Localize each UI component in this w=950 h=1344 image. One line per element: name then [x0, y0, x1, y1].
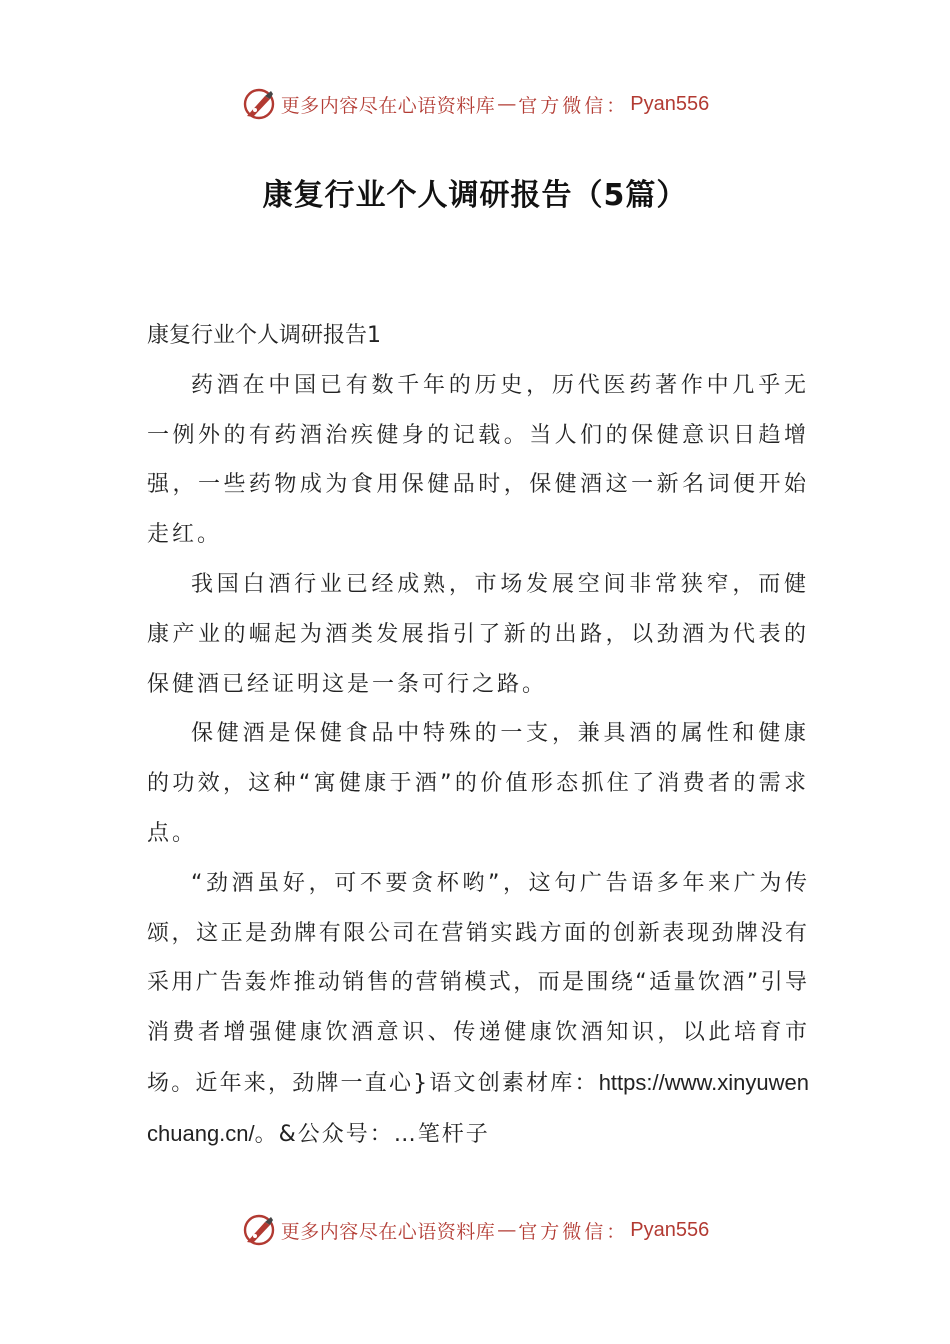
paragraph-1: 药酒在中国已有数千年的历史，历代医药著作中几乎无一例外的有药酒治疾健身的记载。当人们的保健意识日趋增强，一些药物成为食用保健品时，保健酒这一新名词便开始走红。 — [147, 372, 809, 548]
banner-wechat-label: 官方微信： — [518, 94, 629, 117]
banner-slogan: 更多内容尽在心语资料库 — [280, 94, 496, 117]
header-banner — [0, 82, 950, 126]
footer-banner — [0, 1208, 950, 1252]
source-url-link[interactable]: https://www.xinyuwenchuang.cn/ — [147, 1069, 809, 1146]
pen-nib-logo-icon — [241, 1212, 277, 1248]
banner-separator: — — [497, 93, 517, 115]
section-subheading: 康复行业个人调研报告1 — [147, 323, 381, 348]
document-body — [147, 311, 809, 1160]
pen-nib-logo-icon — [241, 86, 277, 122]
paragraph-4-tail: 。&公众号：…笔杆子 — [254, 1121, 490, 1147]
banner-slogan: 更多内容尽在心语资料库 — [280, 1220, 496, 1243]
paragraph-4-text: “劲酒虽好，可不要贪杯哟”，这句广告语多年来广为传颂，这正是劲牌有限公司在营销实践方面的创新表现劲牌没有采用广告轰炸推动销售的营销模式，而是围绕“适量饮酒”引导消费者增强健康饮酒意识、传递健康饮酒知识，以此培育市场。近年来，劲牌一直心}语文创素材库： — [147, 870, 809, 1096]
banner-wechat-id: Pyan556 — [630, 92, 710, 115]
paragraph-3: 保健酒是保健食品中特殊的一支，兼具酒的属性和健康的功效，这种“寓健康于酒”的价值形态抓住了消费者的需求点。 — [147, 721, 809, 846]
banner-wechat-id: Pyan556 — [630, 1218, 710, 1241]
banner-wechat-label: 官方微信： — [518, 1220, 629, 1243]
paragraph-4 — [147, 859, 809, 1160]
document-title: 康复行业个人调研报告（5篇） — [262, 178, 688, 213]
paragraph-2: 我国白酒行业已经成熟，市场发展空间非常狭窄，而健康产业的崛起为酒类发展指引了新的出路，以劲酒为代表的保健酒已经证明这是一条可行之路。 — [147, 571, 809, 697]
banner-separator: — — [497, 1219, 517, 1241]
